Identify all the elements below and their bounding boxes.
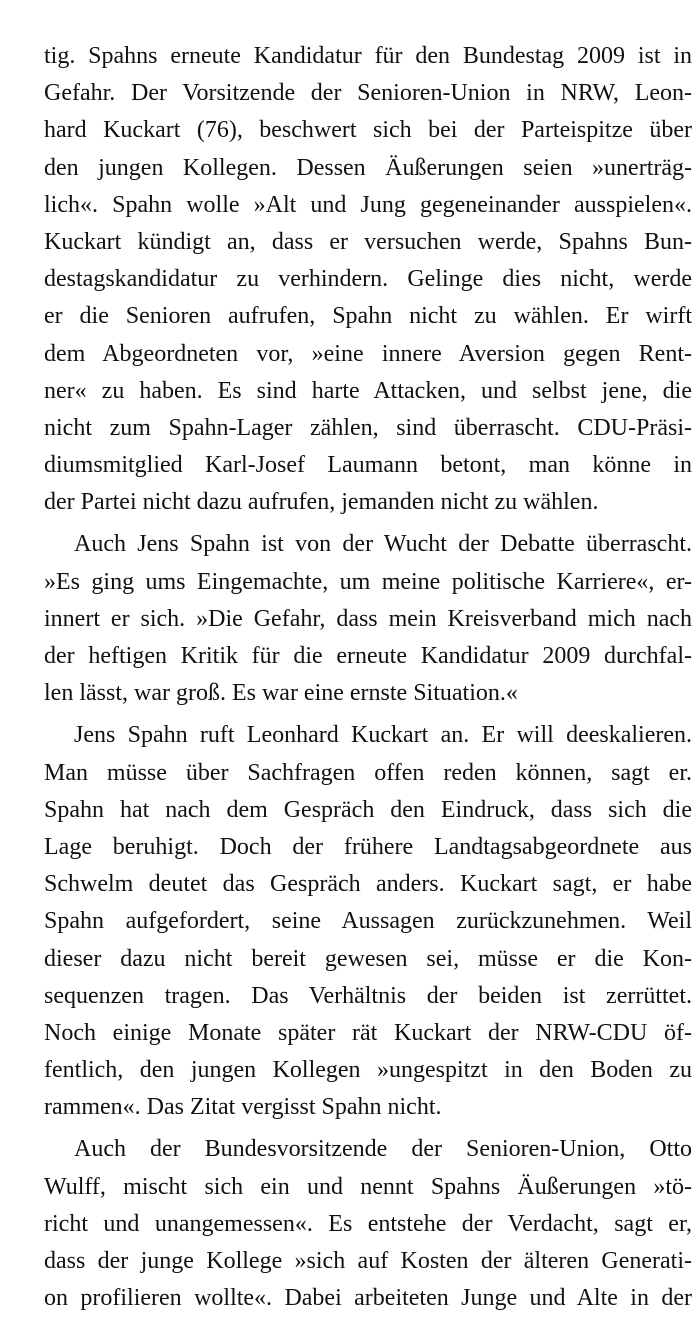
text-line: Jens Spahn ruft Leonhard Kuckart an. Er will deeskalieren. xyxy=(74,722,692,749)
text-line: Auch der Bundesvorsitzende der Senioren-Union, Otto xyxy=(74,1136,692,1163)
text-line: den jungen Kollegen. Dessen Äußerungen seien »unerträg- xyxy=(44,154,692,181)
paragraph xyxy=(44,717,692,1126)
paragraph xyxy=(44,38,692,521)
text-line: ner« zu haben. Es sind harte Attacken, und selbst jene, die xyxy=(44,377,692,404)
text-line: er die Senioren aufrufen, Spahn nicht zu wählen. Er wirft xyxy=(44,303,692,330)
text-line: Auch Jens Spahn ist von der Wucht der Debatte überrascht. xyxy=(74,531,692,558)
text-line: Lage beruhigt. Doch der frühere Landtagsabgeordnete aus xyxy=(44,833,692,860)
book-page xyxy=(44,38,692,1317)
text-line: der heftigen Kritik für die erneute Kandidatur 2009 durchfal- xyxy=(44,643,692,669)
text-line: nicht zum Spahn-Lager zählen, sind überrascht. CDU-Präsi- xyxy=(44,414,692,441)
text-line: fentlich, den jungen Kollegen »ungespitzt in den Boden zu xyxy=(44,1057,692,1084)
text-line: innert er sich. »Die Gefahr, dass mein Kreisverband mich nach xyxy=(44,605,692,632)
text-line: Noch einige Monate später rät Kuckart der NRW-CDU öf- xyxy=(44,1019,692,1046)
text-line: »Es ging ums Eingemachte, um meine politische Karriere«, er- xyxy=(44,568,692,595)
paragraph xyxy=(44,526,692,712)
text-line: hard Kuckart (76), beschwert sich bei der Parteispitze über xyxy=(44,117,692,144)
text-line: tig. Spahns erneute Kandidatur für den Bundestag 2009 ist in xyxy=(44,43,692,69)
text-line: len lässt, war groß. Es war eine ernste Situation.« xyxy=(44,680,518,707)
text-line: Kuckart kündigt an, dass er versuchen werde, Spahns Bun- xyxy=(44,228,692,255)
text-line: lich«. Spahn wolle »Alt und Jung gegeneinander ausspielen«. xyxy=(44,191,692,218)
text-line: Gefahr. Der Vorsitzende der Senioren-Union in NRW, Leon- xyxy=(44,80,692,107)
text-line: diumsmitglied Karl-Josef Laumann betont, man könne in xyxy=(44,452,692,479)
text-line: Man müsse über Sachfragen offen reden können, sagt er. xyxy=(44,759,692,786)
paragraph xyxy=(44,1131,692,1317)
text-line: rammen«. Das Zitat vergisst Spahn nicht. xyxy=(44,1094,442,1121)
text-line: Spahn hat nach dem Gespräch den Eindruck, dass sich die xyxy=(44,796,692,823)
text-line: Spahn aufgefordert, seine Aussagen zurückzunehmen. Weil xyxy=(44,908,692,935)
text-line: dieser dazu nicht bereit gewesen sei, müsse er die Kon- xyxy=(44,945,692,972)
text-line: richt und unangemessen«. Es entstehe der Verdacht, sagt er, xyxy=(44,1210,692,1237)
text-line: dem Abgeordneten vor, »eine innere Aversion gegen Rent- xyxy=(44,340,692,367)
text-line: destagskandidatur zu verhindern. Gelinge dies nicht, werde xyxy=(44,266,692,293)
text-line: Wulff, mischt sich ein und nennt Spahns Äußerungen »tö- xyxy=(44,1173,692,1200)
text-line: Schwelm deutet das Gespräch anders. Kuckart sagt, er habe xyxy=(44,871,692,898)
text-line: on profilieren wollte«. Dabei arbeiteten Junge und Alte in der xyxy=(44,1285,692,1312)
text-line: der Partei nicht dazu aufrufen, jemanden nicht zu wählen. xyxy=(44,489,599,516)
text-line: dass der junge Kollege »sich auf Kosten der älteren Generati- xyxy=(44,1248,692,1274)
text-line: sequenzen tragen. Das Verhältnis der beiden ist zerrüttet. xyxy=(44,982,692,1009)
